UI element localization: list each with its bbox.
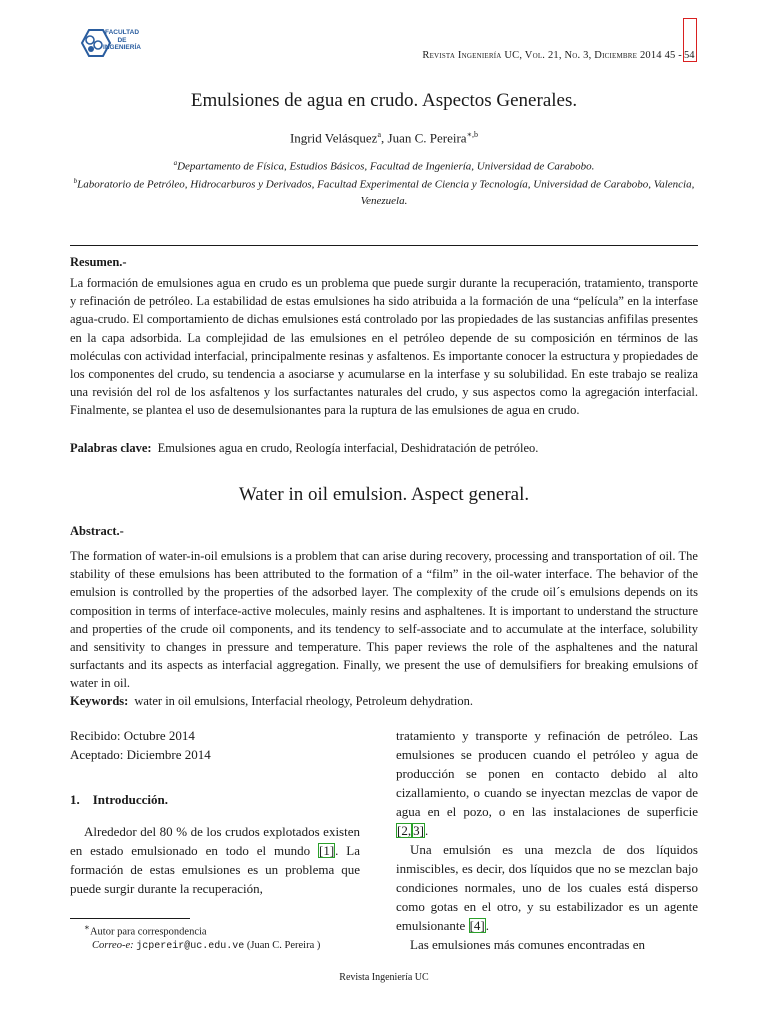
page-footer: Revista Ingeniería UC xyxy=(339,972,429,983)
author-affil-mark: a xyxy=(377,130,382,139)
author-list: Ingrid Velásquez$^a$, Juan C. Pereira$^{∗,b}$ xyxy=(289,130,479,146)
citation-link[interactable]: [4] xyxy=(469,918,485,933)
keywords-text: Emulsiones agua en crudo, Reología interfacial, Deshidratación de petróleo. xyxy=(157,441,539,455)
affil-mark: a xyxy=(173,159,178,167)
resumen-text: La formación de emulsiones agua en crudo es un problema que puede surgir durante la recuperación, tratamiento, transporte y refinación de petróleo. La estabilidad de estas emulsiones ha sido atribuida a la formación de una “película” en la interfase agua-crudo. El comportamiento de dichas emulsiones está controlado por las propiedades de las sustancias anfifilas presentes en la capa adsorbida. La complejidad de las emulsiones en el petróleo depende de su composición en términos de las moléculas con actividad interfacial, principalmente resinas y asfaltenos. Es importante conocer la estructura y propiedades de los componentes del crudo, su tendencia a asociarse y acumularse en la interfase y su solubilidad. En este trabajo se realiza una revisión del rol de los asfaltenos y los surfactantes naturales del crudo, y sus aspectos como la agregación interfacial. Finalmente, se plantea el uso de desemulsionantes para la ruptura de las emulsiones de agua en crudo. xyxy=(70,276,698,418)
received-date: Recibido: Octubre 2014 xyxy=(70,728,195,743)
affiliation-b xyxy=(70,173,698,209)
intro-text: . xyxy=(485,918,489,933)
footnote-rule xyxy=(70,918,190,919)
journal-header: Revista Ingeniería UC, Vol. 21, No. 3, Diciembre 2014 45 - xyxy=(422,50,682,61)
keywords-label: Keywords: xyxy=(70,694,129,708)
intro-paragraph-2 xyxy=(396,840,698,935)
intro-text: Una emulsión es una mezcla de dos líquidos inmiscibles, es decir, dos líquidos que no se mezclan bajo condiciones normales, uno de los cuales está disperso como gotas en el otro, y su estabilizador es un agente emulsionante xyxy=(396,842,698,933)
author-affil-mark: ∗,b xyxy=(466,130,479,139)
logo-text: FACULTAD DE INGENIERÍA xyxy=(103,29,141,51)
affil-text: Laboratorio de Petróleo, Hidrocarburos y Derivados, Facultad Experimental de Ciencia y Tecnología, Universidad de Carabobo, Valencia, Venezuela. xyxy=(77,178,695,207)
affil-mark: b xyxy=(73,177,78,185)
intro-text: . xyxy=(424,823,429,838)
page-number: 54 xyxy=(684,50,695,61)
intro-heading: 1. Introducción. xyxy=(70,792,168,807)
resumen-heading: Resumen.- xyxy=(70,255,127,269)
keywords-text: water in oil emulsions, Interfacial rheology, Petroleum dehydration. xyxy=(134,694,474,708)
abstract-text: The formation of water-in-oil emulsions is a problem that can arise during recovery, processing and transportation of oil. The stability of these emulsions has been attributed to the formation of a “film” in the oil-water interface. The behavior of the emulsion is controlled by the properties of the adsorbed layer. The complexity of the crude oil´s emulsions depends on its composition in terms of interface-active molecules, mainly resins and asphaltenes. It is important to understand the structure and properties of the crude oil components, and its tendency to self-associate and to accumulate at the interface, solubility and sensitivity to changes in pressure and temperature. This paper reviews the role of the asphaltenes and the natural surfactants and its aspects as interfacial aggregation. Finally, we present the use of demulsifiers for breaking emulsions of water in oil. xyxy=(70,549,698,691)
email-name: (Juan C. Pereira ) xyxy=(246,940,321,951)
affil-text: Departamento de Física, Estudios Básicos, Facultad de Ingeniería, Universidad de Carabobo. xyxy=(177,160,595,173)
footnote-author xyxy=(84,922,207,938)
abstract-keywords xyxy=(70,694,698,709)
abstract-heading: Abstract.- xyxy=(70,524,124,538)
intro-paragraph-1 xyxy=(70,822,360,898)
resumen-keywords xyxy=(70,441,698,456)
citation-link[interactable]: [1] xyxy=(318,843,335,858)
accepted-date: Aceptado: Diciembre 2014 xyxy=(70,747,211,762)
citation-link[interactable]: [2, xyxy=(397,823,412,838)
footnote-text: Autor para correspondencia xyxy=(89,926,207,938)
author-name: Juan C. Pereira xyxy=(387,130,467,146)
paper-title-es: Emulsiones de agua en crudo. Aspectos Generales. xyxy=(190,90,578,111)
keywords-label: Palabras clave: xyxy=(70,441,152,455)
footnote-email xyxy=(92,940,320,952)
section-divider xyxy=(70,245,698,246)
intro-text: Alrededor del 80 % de los crudos explotados existen en estado emulsionado en todo el mundo xyxy=(70,824,360,858)
intro-paragraph-1-cont xyxy=(396,726,698,840)
intro-text: . La formación de estas emulsiones es un problema que puede surgir durante la recuperación, xyxy=(70,843,360,896)
faculty-logo xyxy=(76,22,146,64)
email-label: Correo-e: xyxy=(92,940,134,951)
email-link[interactable]: jcpereir@uc.edu.ve xyxy=(136,941,245,952)
citation-link[interactable]: 3] xyxy=(413,823,424,838)
footnote-mark: ∗ xyxy=(84,922,90,932)
paper-title-en: Water in oil emulsion. Aspect general. xyxy=(238,484,530,505)
intro-text: tratamiento y transporte y refinación de petróleo. Las emulsiones se producen cuando el petróleo y agua de producción se ponen en contacto debido al alto cizallamiento, o cuando se inyectan mezclas de vapor de agua en el pozo, o en las instalaciones de superficie xyxy=(396,728,698,819)
affiliation-a xyxy=(70,155,698,175)
author-name: Ingrid Velásquez xyxy=(289,130,378,146)
intro-paragraph-3: Las emulsiones más comunes encontradas en xyxy=(410,937,646,952)
